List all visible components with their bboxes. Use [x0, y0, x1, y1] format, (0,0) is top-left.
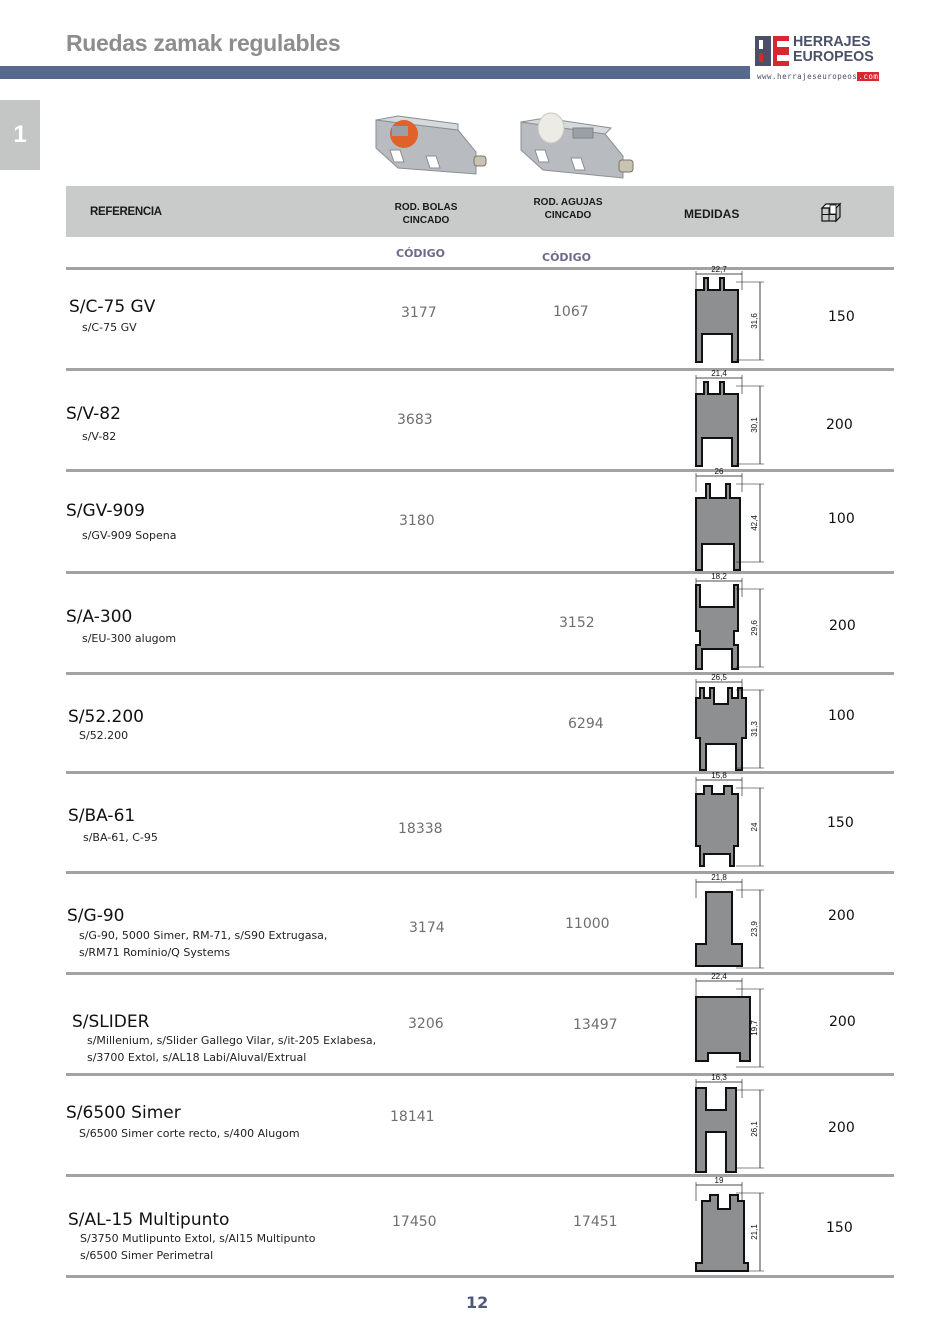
header-rod-agujas-line1: ROD. AGUJAS — [533, 197, 603, 208]
code-rod-bolas: 3177 — [401, 305, 437, 321]
box-quantity: 100 — [828, 708, 855, 724]
box-quantity: 200 — [829, 1014, 856, 1030]
height-label: 19,7 — [750, 1020, 759, 1036]
height-label: 30,1 — [750, 417, 759, 433]
profile-drawing — [688, 1176, 778, 1277]
header-rod-bolas-line1: ROD. BOLAS — [394, 202, 458, 213]
code-rod-bolas: 3206 — [408, 1016, 444, 1032]
profile-drawing — [688, 1073, 778, 1174]
reference-equivalents — [79, 927, 327, 961]
title-bar — [0, 66, 750, 79]
code-rod-agujas: 13497 — [573, 1017, 618, 1033]
width-label: 16,3 — [711, 1073, 727, 1082]
logo-mark-icon — [755, 36, 789, 66]
height-label: 42,4 — [750, 515, 759, 531]
logo-url-main: www.herrajeseuropeos — [757, 72, 858, 81]
equivalent-line: s/Millenium, s/Slider Gallego Vilar, s/it-205 Exlabesa, — [87, 1034, 377, 1047]
width-label: 22,7 — [711, 265, 727, 274]
table-row — [66, 972, 894, 1073]
profile-shape — [696, 892, 742, 966]
height-label: 31,6 — [750, 313, 759, 329]
equivalent-line: s/EU-300 alugom — [82, 632, 177, 645]
reference-name: S/AL-15 Multipunto — [68, 1210, 230, 1230]
equivalent-line: s/BA-61, C-95 — [83, 831, 158, 844]
width-label: 15,8 — [711, 771, 727, 780]
profile-drawing — [688, 771, 778, 872]
chapter-tab: 1 — [0, 100, 40, 170]
height-label: 29,6 — [750, 620, 759, 636]
reference-name: S/G-90 — [67, 906, 125, 926]
profile-drawing — [688, 873, 778, 974]
equivalent-line: s/G-90, 5000 Simer, RM-71, s/S90 Extrugasa, — [79, 929, 328, 942]
equivalent-line: S/3750 Mutlipunto Extol, s/Al15 Multipunto — [80, 1232, 316, 1245]
profile-shape — [696, 278, 738, 362]
equivalent-line: S/6500 Simer corte recto, s/400 Alugom — [79, 1127, 300, 1140]
reference-equivalents — [79, 1125, 300, 1142]
reference-name: S/52.200 — [68, 707, 145, 727]
code-rod-bolas: 3180 — [399, 513, 435, 529]
reference-name: S/A-300 — [66, 607, 133, 627]
code-rod-agujas: 6294 — [568, 716, 604, 732]
table-row — [66, 672, 894, 771]
width-label: 26,5 — [711, 673, 727, 682]
height-label: 23,9 — [750, 921, 759, 937]
equivalent-line: s/3700 Extol, s/AL18 Labi/Aluval/Extrual — [87, 1051, 307, 1064]
table-row — [66, 1073, 894, 1174]
reference-equivalents — [82, 428, 116, 445]
width-label: 21,4 — [711, 369, 727, 378]
header-rod-bolas — [386, 201, 466, 227]
profile-drawing — [688, 369, 778, 470]
equivalent-line: s/C-75 GV — [82, 321, 137, 334]
height-label: 26,1 — [750, 1121, 759, 1137]
reference-name: S/BA-61 — [68, 806, 136, 826]
brand-logo — [755, 34, 895, 84]
product-image-bolas — [368, 112, 490, 178]
height-label: 21,1 — [750, 1224, 759, 1240]
box-quantity-icon — [820, 202, 842, 222]
code-rod-bolas: 18141 — [390, 1109, 435, 1125]
profile-shape — [696, 688, 746, 770]
code-rod-agujas: 3152 — [559, 615, 595, 631]
code-rod-agujas: 11000 — [565, 916, 610, 932]
box-quantity: 200 — [829, 618, 856, 634]
code-rod-bolas: 3683 — [397, 412, 433, 428]
reference-equivalents — [82, 319, 137, 336]
reference-name: S/GV-909 — [66, 501, 145, 521]
code-rod-agujas: 1067 — [553, 304, 589, 320]
profile-shape — [696, 585, 738, 669]
logo-url[interactable] — [757, 72, 879, 81]
header-rod-agujas — [528, 196, 608, 222]
reference-equivalents — [87, 1032, 376, 1066]
profile-drawing — [688, 972, 778, 1073]
profile-shape — [696, 997, 750, 1061]
logo-line-2: EUROPEOS — [793, 48, 874, 65]
profile-shape — [696, 484, 740, 570]
code-rod-bolas: 17450 — [392, 1214, 437, 1230]
code-rod-agujas: 17451 — [573, 1214, 618, 1230]
table-row — [66, 469, 894, 571]
header-medidas: MEDIDAS — [684, 207, 740, 221]
reference-name: S/C-75 GV — [69, 297, 156, 317]
width-label: 22,4 — [711, 972, 727, 981]
width-label: 18,2 — [711, 572, 727, 581]
reference-equivalents — [82, 527, 176, 544]
reference-equivalents — [82, 630, 176, 647]
box-quantity: 150 — [828, 309, 855, 325]
equivalent-line: s/V-82 — [82, 430, 117, 443]
code-rod-bolas: 18338 — [398, 821, 443, 837]
box-quantity: 200 — [828, 908, 855, 924]
table-row — [66, 368, 894, 469]
equivalent-line: s/GV-909 Sopena — [82, 529, 177, 542]
row-divider — [66, 1275, 894, 1278]
profile-shape — [696, 786, 738, 866]
equivalent-line: S/52.200 — [79, 729, 129, 742]
width-label: 21,8 — [711, 873, 727, 882]
reference-name: S/SLIDER — [72, 1012, 150, 1032]
code-rod-bolas: 3174 — [409, 920, 445, 936]
profile-drawing — [688, 467, 778, 568]
height-label: 31,3 — [750, 721, 759, 737]
table-row — [66, 1174, 894, 1275]
height-label: 24 — [750, 822, 759, 832]
profile-shape — [696, 382, 738, 466]
codigo-label-bolas: CÓDIGO — [396, 247, 446, 260]
box-quantity: 150 — [826, 1220, 853, 1236]
page-number: 12 — [466, 1293, 489, 1312]
codigo-label-agujas: CÓDIGO — [542, 251, 592, 264]
equivalent-line: s/6500 Simer Perimetral — [80, 1249, 214, 1262]
reference-equivalents — [80, 1230, 315, 1264]
page-title: Ruedas zamak regulables — [66, 30, 341, 56]
box-quantity: 200 — [828, 1120, 855, 1136]
table-row — [66, 771, 894, 871]
reference-name: S/V-82 — [66, 404, 121, 424]
profile-shape — [696, 1195, 748, 1271]
profile-shape — [696, 1088, 736, 1172]
reference-equivalents — [79, 727, 128, 744]
table-row — [66, 267, 894, 368]
reference-name: S/6500 Simer — [66, 1103, 181, 1123]
box-quantity: 150 — [827, 815, 854, 831]
header-referencia: REFERENCIA — [90, 206, 162, 218]
width-label: 26 — [714, 467, 724, 476]
table-row — [66, 571, 894, 672]
equivalent-line: s/RM71 Rominio/Q Systems — [79, 946, 231, 959]
width-label: 19 — [714, 1176, 724, 1185]
profile-drawing — [688, 572, 778, 673]
header-rod-agujas-line2: CINCADO — [544, 210, 592, 221]
logo-url-tld: .com — [858, 72, 879, 81]
logo-line-1: HERRAJES — [793, 33, 871, 50]
profile-drawing — [688, 265, 778, 366]
table-row — [66, 871, 894, 972]
box-quantity: 200 — [826, 417, 853, 433]
table-header — [66, 186, 894, 237]
product-image-agujas — [515, 112, 637, 182]
box-quantity: 100 — [828, 511, 855, 527]
profile-drawing — [688, 673, 778, 774]
header-rod-bolas-line2: CINCADO — [402, 215, 450, 226]
logo-wordmark — [793, 34, 874, 64]
reference-equivalents — [83, 829, 158, 846]
